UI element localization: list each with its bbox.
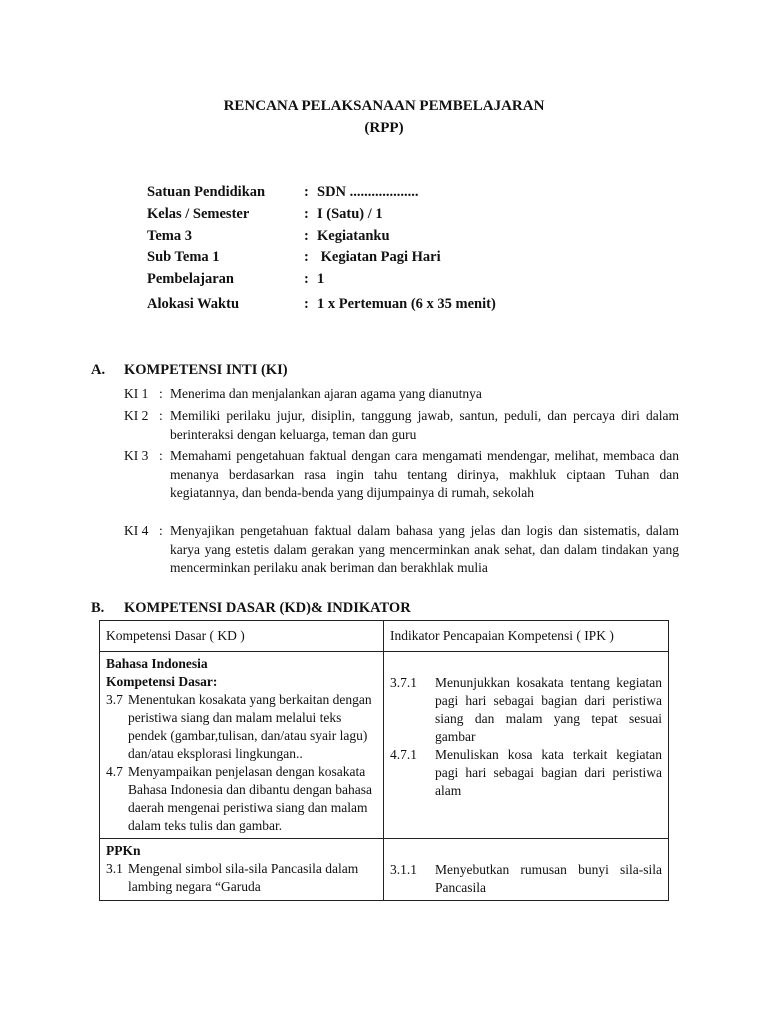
subject-name: Bahasa Indonesia bbox=[106, 656, 208, 671]
ipk-number: 3.7.1 bbox=[390, 675, 417, 690]
ipk-item bbox=[390, 861, 662, 897]
ki-code: KI 2 bbox=[124, 408, 149, 423]
ki-colon: : bbox=[159, 448, 163, 463]
kd-number: 4.7 bbox=[106, 764, 123, 779]
identity-colon: : bbox=[304, 206, 309, 222]
table-row-bahasa-indonesia bbox=[100, 652, 669, 839]
kd-text: Menentukan kosakata yang berkaitan dengan peristiwa siang dan malam melalui teks pendek (gambar,tulisan, dan/atau syair lagu) dan/atau eksplorasi lingkungan.. bbox=[128, 692, 372, 761]
identity-colon: : bbox=[304, 296, 309, 312]
ki-item bbox=[124, 407, 679, 444]
ki-code: KI 1 bbox=[124, 386, 149, 401]
ki-description: Memahami pengetahuan faktual dengan cara mengamati mendengar, melihat, membaca dan menanya berdasarkan rasa ingin tahu tentang dirinya, makhluk ciptaan Tuhan dan kegiatannya, dan benda-benda yang dijumpainya di rumah, sekolah bbox=[170, 448, 679, 500]
ipk-text: Menuliskan kosa kata terkait kegiatan pagi hari sebagai bagian dari peristiwa alam bbox=[435, 747, 662, 798]
identity-value: I (Satu) / 1 bbox=[317, 206, 383, 222]
section-title: KOMPETENSI INTI (KI) bbox=[124, 362, 288, 378]
ki-colon: : bbox=[159, 386, 163, 401]
ki-item bbox=[124, 447, 679, 503]
ki-description: Memiliki perilaku jujur, disiplin, tanggung jawab, santun, peduli, dan percaya diri dalam berinteraksi dengan keluarga, teman dan guru bbox=[170, 408, 679, 442]
identity-value: 1 x Pertemuan (6 x 35 menit) bbox=[317, 296, 496, 312]
identity-label: Kelas / Semester bbox=[147, 206, 250, 222]
ipk-number: 3.1.1 bbox=[390, 862, 417, 877]
ki-description: Menyajikan pengetahuan faktual dalam bahasa yang jelas dan logis dan sistematis, dalam karya yang estetis dalam gerakan yang mencerminkan anak sehat, dan dalam tindakan yang mencerminkan perilaku anak beriman dan berakhlak mulia bbox=[170, 523, 679, 575]
ki-code: KI 3 bbox=[124, 448, 149, 463]
section-letter: B. bbox=[91, 600, 105, 616]
ki-code: KI 4 bbox=[124, 523, 149, 538]
identity-value: SDN ................... bbox=[317, 184, 419, 200]
ki-colon: : bbox=[159, 523, 163, 538]
identity-label: Sub Tema 1 bbox=[147, 249, 220, 265]
identity-value: Kegiatanku bbox=[317, 228, 390, 244]
ki-colon: : bbox=[159, 408, 163, 423]
ki-item bbox=[124, 522, 679, 578]
identity-value: 1 bbox=[317, 271, 325, 287]
ki-item bbox=[124, 385, 679, 404]
table-row-ppkn bbox=[100, 839, 669, 901]
ipk-cell bbox=[384, 839, 669, 901]
ipk-column-header: Indikator Pencapaian Kompetensi ( IPK ) bbox=[384, 621, 669, 652]
kd-column-header: Kompetensi Dasar ( KD ) bbox=[100, 621, 384, 652]
ipk-cell bbox=[384, 652, 669, 839]
kd-item bbox=[106, 691, 377, 763]
subject-name: PPKn bbox=[106, 843, 141, 858]
table-header-row bbox=[100, 621, 669, 652]
identity-label: Alokasi Waktu bbox=[147, 296, 240, 312]
identity-colon: : bbox=[304, 249, 309, 265]
document-subtitle: (RPP) bbox=[364, 120, 404, 136]
kd-indikator-table bbox=[99, 620, 669, 901]
ki-description: Menerima dan menjalankan ajaran agama yang dianutnya bbox=[170, 386, 482, 401]
kd-number: 3.1 bbox=[106, 861, 123, 876]
section-title: KOMPETENSI DASAR (KD)& INDIKATOR bbox=[124, 600, 411, 616]
ipk-item bbox=[390, 746, 662, 800]
kd-text: Menyampaikan penjelasan dengan kosakata Bahasa Indonesia dan dibantu dengan bahasa daerah mengenai peristiwa siang dan malam dalam teks tulis dan gambar. bbox=[128, 764, 373, 833]
section-letter: A. bbox=[91, 362, 106, 378]
ipk-number: 4.7.1 bbox=[390, 747, 417, 762]
kd-cell bbox=[100, 652, 384, 839]
ipk-text: Menunjukkan kosakata tentang kegiatan pagi hari sebagai bagian dari peristiwa siang dan malam yang tepat sesuai gambar bbox=[435, 675, 662, 744]
identity-label: Tema 3 bbox=[147, 228, 192, 244]
identity-colon: : bbox=[304, 271, 309, 287]
kd-number: 3.7 bbox=[106, 692, 123, 707]
identity-colon: : bbox=[304, 228, 309, 244]
kd-item bbox=[106, 860, 377, 896]
kd-item bbox=[106, 763, 377, 835]
identity-value: Kegiatan Pagi Hari bbox=[317, 249, 441, 265]
kd-cell bbox=[100, 839, 384, 901]
identity-colon: : bbox=[304, 184, 309, 200]
ipk-text: Menyebutkan rumusan bunyi sila-sila Pancasila bbox=[435, 862, 662, 895]
document-title: RENCANA PELAKSANAAN PEMBELAJARAN bbox=[223, 98, 545, 114]
ipk-item bbox=[390, 674, 662, 746]
identity-label: Satuan Pendidikan bbox=[147, 184, 266, 200]
kd-text: Mengenal simbol sila-sila Pancasila dalam lambing negara “Garuda bbox=[128, 861, 359, 894]
identity-label: Pembelajaran bbox=[147, 271, 234, 287]
kd-label: Kompetensi Dasar: bbox=[106, 674, 218, 689]
